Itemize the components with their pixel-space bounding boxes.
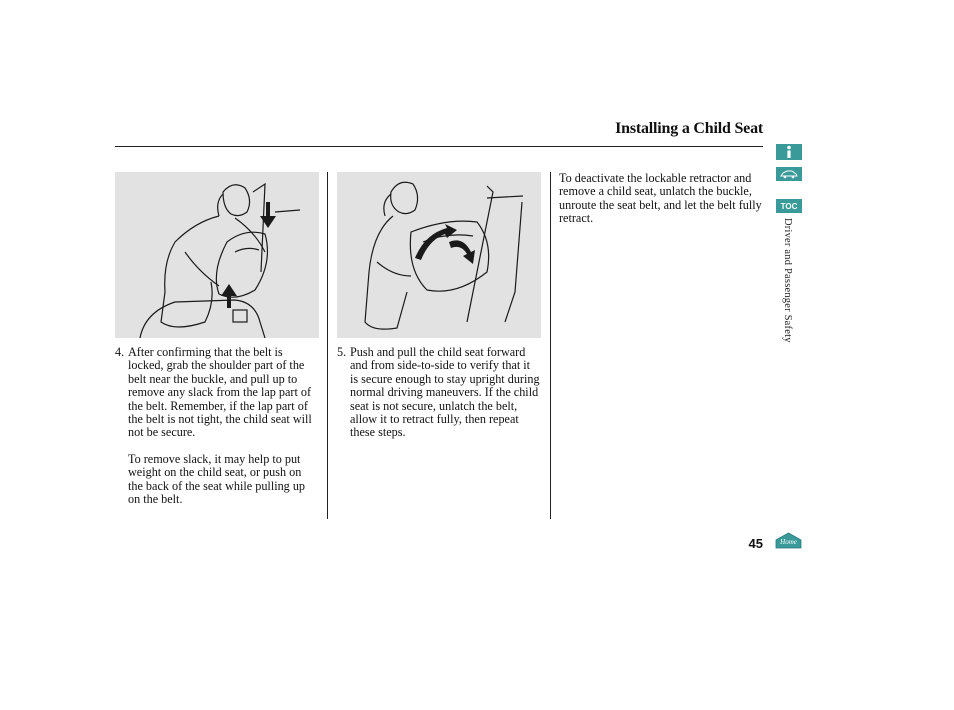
illustration-tighten-belt [115, 172, 319, 338]
step-text: After confirming that the belt is locked, grab the shoulder part of the belt near the buckle, and pull up to remove any slack from the lap part of the belt. Remember, if the lap part of the belt is not tight, the child seat will not be secure. [128, 345, 312, 440]
column-divider-2 [550, 172, 551, 519]
step-4 [115, 346, 318, 440]
illustration-tighten-belt-drawing [115, 172, 319, 338]
section-label: Driver and Passenger Safety [782, 218, 793, 343]
header-rule [115, 146, 763, 147]
page-title: Installing a Child Seat [615, 120, 763, 137]
car-index-button[interactable] [776, 167, 802, 181]
right-column-text: To deactivate the lockable retractor and remove a child seat, unlatch the buckle, unroute the seat belt, and let the belt fully retract. [559, 171, 762, 226]
step-note: To remove slack, it may help to put weight on the child seat, or push on the back of the seat while pulling up on the belt. [128, 451, 306, 507]
info-button[interactable] [776, 144, 802, 160]
middle-column [337, 346, 541, 440]
info-icon [784, 145, 794, 159]
page-number: 45 [748, 536, 763, 551]
illustration-test-seat-drawing [337, 172, 541, 338]
step-number: 5. [337, 345, 347, 359]
home-label: Home [780, 538, 797, 546]
car-icon [779, 169, 799, 179]
step-5 [337, 346, 541, 440]
home-button[interactable] [775, 532, 802, 549]
column-divider-1 [327, 172, 328, 519]
step-text: Push and pull the child seat forward and from side-to-side to verify that it is secure enough to stay upright during normal driving maneuvers. If the child seat is not secure, unlatch the belt, allow it to retract fully, then repeat these steps. [350, 345, 540, 440]
step-number: 4. [115, 345, 125, 359]
toc-button[interactable]: TOC [776, 199, 802, 213]
illustration-test-seat [337, 172, 541, 338]
left-column [115, 346, 318, 506]
